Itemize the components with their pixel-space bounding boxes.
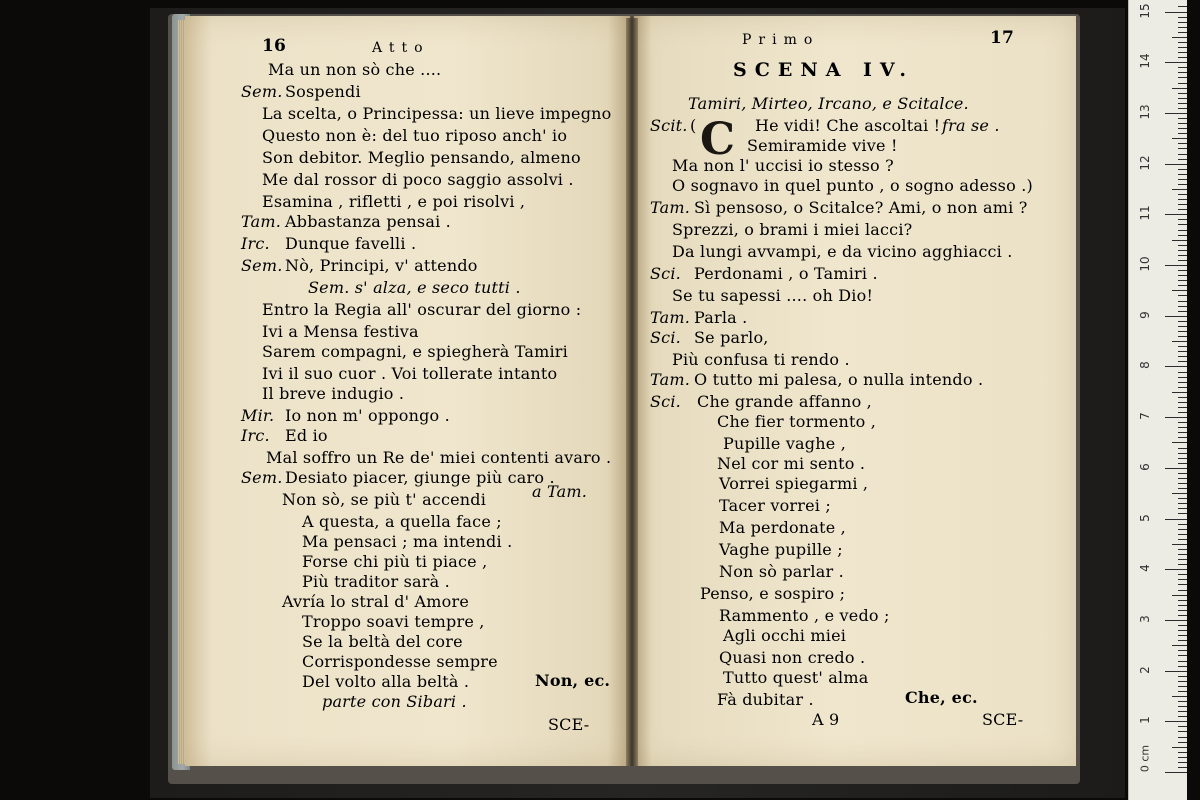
ruler-tick <box>1178 148 1187 149</box>
ruler-tick <box>1178 179 1187 180</box>
right-line-20: Ma perdonate , <box>719 518 846 537</box>
ruler-tick <box>1178 767 1187 768</box>
ruler-tick <box>1178 483 1187 484</box>
ruler-tick <box>1178 615 1187 616</box>
right-line-4: O sognavo in quel punto , o sogno adesso .) <box>672 176 1033 195</box>
right-line-19: Tacer vorrei ; <box>719 496 831 515</box>
ruler-tick <box>1178 123 1187 124</box>
ruler-tick <box>1172 240 1187 241</box>
ruler-tick <box>1178 686 1187 687</box>
left-speaker-20: Sem. <box>241 468 283 487</box>
ruler-tick <box>1172 696 1187 697</box>
ruler-tick <box>1178 128 1187 129</box>
right-line-10: Parla . <box>694 308 748 327</box>
ruler-tick <box>1178 513 1187 514</box>
ruler-tick <box>1178 473 1187 474</box>
right-line-9: Se tu sapessi .... oh Dio! <box>672 286 874 305</box>
left-cue: Non, ec. <box>535 671 611 690</box>
ruler-tick <box>1178 154 1187 155</box>
ruler-tick <box>1178 539 1187 540</box>
left-speaker-2: Sem. <box>241 82 283 101</box>
ruler-tick <box>1178 650 1187 651</box>
left-speaker-18: Irc. <box>241 426 270 445</box>
ruler-tick <box>1178 295 1187 296</box>
right-speaker-14: Sci. <box>650 392 681 411</box>
right-line-22: Non sò parlar . <box>719 562 844 581</box>
ruler-tick <box>1178 346 1187 347</box>
left-line-17: Io non m' oppongo . <box>285 406 450 425</box>
ruler-tick <box>1178 478 1187 479</box>
ruler-tick <box>1178 529 1187 530</box>
left-exit-direction: parte con Sibari . <box>322 692 467 711</box>
ruler-tick <box>1178 356 1187 357</box>
left-line-24: Forse chi più ti piace , <box>302 552 488 571</box>
right-speaker-8: Sci. <box>650 264 681 283</box>
ruler-tick <box>1178 47 1187 48</box>
ruler-tick <box>1178 534 1187 535</box>
aside-fra-se: fra se . <box>942 116 1000 135</box>
ruler-tick <box>1178 407 1187 408</box>
right-line-28: Fà dubitar . <box>717 690 814 709</box>
left-speaker-10: Sem. <box>241 256 283 275</box>
ruler-tick <box>1178 32 1187 33</box>
left-folio: 16 <box>262 36 287 56</box>
ruler-tick <box>1178 600 1187 601</box>
left-line-28: Se la beltà del core <box>302 632 463 651</box>
scene-title: SCENA IV. <box>733 59 914 81</box>
right-speaker-10: Tam. <box>650 308 691 327</box>
ruler-tick <box>1178 503 1187 504</box>
ruler-tick <box>1178 437 1187 438</box>
ruler-tick <box>1178 235 1187 236</box>
left-line-8: Abbastanza pensai . <box>285 212 451 231</box>
left-line-16: Il breve indugio . <box>262 384 405 403</box>
ruler-tick <box>1178 321 1187 322</box>
left-line-15: Ivi il suo cuor . Voi tollerate intanto <box>262 364 558 383</box>
ruler-tick <box>1165 519 1187 520</box>
ruler-tick <box>1178 133 1187 134</box>
ruler-tick <box>1178 326 1187 327</box>
right-line-8: Perdonami , o Tamiri . <box>694 264 878 283</box>
ruler-tick <box>1178 280 1187 281</box>
left-line-11: Sem. s' alza, e seco tutti . <box>308 278 521 297</box>
ruler-tick <box>1178 169 1187 170</box>
right-line-21: Vaghe pupille ; <box>719 540 843 559</box>
ruler-tick <box>1172 138 1187 139</box>
right-line-25: Agli occhi miei <box>723 626 847 645</box>
ruler-tick <box>1172 493 1187 494</box>
ruler-tick <box>1178 757 1187 758</box>
ruler-tick <box>1178 98 1187 99</box>
ruler-tick <box>1178 711 1187 712</box>
right-line-7: Da lungi avvampi, e da vicino agghiacci . <box>672 242 1013 261</box>
ruler-tick <box>1178 387 1187 388</box>
ruler-tick <box>1178 209 1187 210</box>
ruler-tick <box>1178 184 1187 185</box>
ruler-tick <box>1178 351 1187 352</box>
ruler-tick <box>1178 422 1187 423</box>
ruler-tick <box>1172 544 1187 545</box>
left-line-18: Ed io <box>285 426 328 445</box>
ruler-tick <box>1178 762 1187 763</box>
ruler-tick <box>1178 726 1187 727</box>
ruler-tick <box>1178 372 1187 373</box>
ruler-tick <box>1178 270 1187 271</box>
right-speaker-5: Tam. <box>650 198 691 217</box>
ruler-number: 9 <box>1138 310 1152 319</box>
ruler-number: 10 <box>1138 256 1152 272</box>
ruler-tick <box>1178 625 1187 626</box>
right-cue: Che, ec. <box>905 688 978 707</box>
ruler-tick <box>1165 265 1187 266</box>
ruler-tick <box>1178 194 1187 195</box>
signature-mark: A 9 <box>812 710 840 729</box>
ruler-number: 2 <box>1138 665 1152 674</box>
ruler-number: 11 <box>1138 205 1152 221</box>
right-line-26: Quasi non credo . <box>719 648 866 667</box>
left-line-10: Nò, Principi, v' attendo <box>285 256 478 275</box>
ruler-tick <box>1178 716 1187 717</box>
left-line-1: Ma un non sò che .... <box>268 60 442 79</box>
right-line-18: Vorrei spiegarmi , <box>719 474 869 493</box>
left-line-2: Sospendi <box>285 82 361 101</box>
ruler-tick <box>1178 301 1187 302</box>
ruler-tick <box>1178 118 1187 119</box>
ruler-tick <box>1178 564 1187 565</box>
left-running-head: Atto <box>372 40 430 56</box>
ruler-tick <box>1178 260 1187 261</box>
ruler-tick <box>1165 417 1187 418</box>
ruler-tick <box>1178 285 1187 286</box>
right-line-14: Che grande affanno , <box>697 392 872 411</box>
ruler-tick <box>1178 731 1187 732</box>
ruler-tick <box>1178 27 1187 28</box>
ruler-tick <box>1172 392 1187 393</box>
right-line-17: Nel cor mi sento . <box>717 454 866 473</box>
ruler-tick <box>1178 103 1187 104</box>
ruler-tick <box>1178 199 1187 200</box>
ruler-tick <box>1178 676 1187 677</box>
ruler-tick <box>1178 448 1187 449</box>
left-catchword: SCE- <box>548 715 590 734</box>
ruler-tick <box>1178 22 1187 23</box>
ruler-tick <box>1178 174 1187 175</box>
right-line-3: Ma non l' uccisi io stesso ? <box>672 156 894 175</box>
ruler-tick <box>1178 610 1187 611</box>
left-line-26: Avría lo stral d' Amore <box>282 592 470 611</box>
left-line-29: Corrispondesse sempre <box>302 652 498 671</box>
ruler-tick <box>1178 630 1187 631</box>
ruler-tick <box>1178 524 1187 525</box>
ruler-tick <box>1178 6 1187 7</box>
ruler-tick <box>1165 569 1187 570</box>
right-line-24: Rammento , e vedo ; <box>719 606 890 625</box>
drop-capital: C <box>700 114 736 165</box>
ruler-tick <box>1165 316 1187 317</box>
ruler-unit: 0 cm <box>1138 744 1152 773</box>
left-speaker-9: Irc. <box>241 234 270 253</box>
ruler-tick <box>1178 57 1187 58</box>
ruler-tick <box>1178 250 1187 251</box>
ruler-tick <box>1178 67 1187 68</box>
ruler-tick <box>1165 721 1187 722</box>
ruler-tick <box>1178 361 1187 362</box>
ruler-tick <box>1178 72 1187 73</box>
ruler-tick <box>1178 498 1187 499</box>
scene-cast: Tamiri, Mirteo, Ircano, e Scitalce. <box>688 94 969 113</box>
ruler-tick <box>1178 230 1187 231</box>
ruler-number: 15 <box>1138 2 1152 19</box>
ruler-tick <box>1172 290 1187 291</box>
ruler-tick <box>1178 93 1187 94</box>
ruler-tick <box>1178 737 1187 738</box>
ruler-tick <box>1178 463 1187 464</box>
ruler-tick <box>1178 579 1187 580</box>
left-line-7: Esamina , rifletti , e poi risolvi , <box>262 192 526 211</box>
ruler-tick <box>1178 377 1187 378</box>
ruler-tick <box>1178 83 1187 84</box>
ruler-tick <box>1165 164 1187 165</box>
ruler-tick <box>1178 488 1187 489</box>
ruler-number: 8 <box>1138 361 1152 370</box>
ruler-tick <box>1178 605 1187 606</box>
left-line-25: Più traditor sarà . <box>302 572 450 591</box>
right-line-6: Sprezzi, o brami i miei lacci? <box>672 220 913 239</box>
ruler-tick <box>1178 427 1187 428</box>
right-line-11: Se parlo, <box>694 328 769 347</box>
ruler-tick <box>1172 645 1187 646</box>
right-folio: 17 <box>990 28 1015 48</box>
ruler-tick <box>1178 52 1187 53</box>
ruler-tick <box>1178 204 1187 205</box>
ruler-tick <box>1178 159 1187 160</box>
ruler-tick <box>1178 77 1187 78</box>
left-line-5: Son debitor. Meglio pensando, almeno <box>262 148 581 167</box>
ruler-tick <box>1165 671 1187 672</box>
ruler-tick <box>1165 214 1187 215</box>
ruler-tick <box>1178 143 1187 144</box>
right-speaker-13: Tam. <box>650 370 691 389</box>
ruler-tick <box>1178 245 1187 246</box>
ruler-tick <box>1178 681 1187 682</box>
ruler-tick <box>1178 752 1187 753</box>
right-speaker-11: Sci. <box>650 328 681 347</box>
ruler-tick <box>1165 620 1187 621</box>
aside-a-tam: a Tam. <box>532 482 588 501</box>
ruler-tick <box>1178 691 1187 692</box>
ruler-tick <box>1178 742 1187 743</box>
left-line-22: A questa, a quella face ; <box>302 512 502 531</box>
ruler-tick <box>1178 453 1187 454</box>
book-gutter <box>626 18 638 766</box>
ruler-tick <box>1165 12 1187 13</box>
ruler-tick <box>1178 336 1187 337</box>
ruler-tick <box>1172 88 1187 89</box>
left-line-4: Questo non è: del tuo riposo anch' io <box>262 126 568 145</box>
ruler-number: 7 <box>1138 412 1152 420</box>
ruler-tick <box>1178 306 1187 307</box>
ruler-tick <box>1172 747 1187 748</box>
ruler-tick <box>1178 219 1187 220</box>
right-line-15: Che fier tormento , <box>717 412 877 431</box>
right-running-head: Primo <box>742 32 820 48</box>
ruler-tick <box>1178 559 1187 560</box>
left-speaker-17: Mir. <box>241 406 275 425</box>
left-line-3: La scelta, o Principessa: un lieve impegno <box>262 104 612 123</box>
right-line-12: Più confusa ti rendo . <box>672 350 850 369</box>
right-catchword: SCE- <box>982 710 1024 729</box>
left-line-12: Entro la Regia all' oscurar del giorno : <box>262 300 582 319</box>
ruler-tick <box>1178 574 1187 575</box>
ruler-tick <box>1178 331 1187 332</box>
ruler-tick <box>1172 595 1187 596</box>
ruler-number: 12 <box>1138 154 1152 171</box>
ruler-number: 1 <box>1138 716 1152 725</box>
ruler-tick <box>1165 366 1187 367</box>
ruler-number: 5 <box>1138 513 1152 522</box>
ruler-tick <box>1178 706 1187 707</box>
right-line-16: Pupille vaghe , <box>723 434 846 453</box>
ruler-tick <box>1178 311 1187 312</box>
ruler-tick <box>1178 508 1187 509</box>
left-line-14: Sarem compagni, e spiegherà Tamiri <box>262 342 568 361</box>
left-speaker-8: Tam. <box>241 212 282 231</box>
ruler-tick <box>1172 442 1187 443</box>
open-paren: ( <box>690 116 697 135</box>
left-line-20: Desiato piacer, giunge più caro . <box>285 468 555 487</box>
ruler-number: 3 <box>1138 615 1152 623</box>
ruler-tick <box>1178 701 1187 702</box>
ruler-tick <box>1165 113 1187 114</box>
left-line-21: Non sò, se più t' accendi <box>282 490 487 509</box>
left-line-9: Dunque favelli . <box>285 234 417 253</box>
ruler-tick <box>1178 640 1187 641</box>
left-line-23: Ma pensaci ; ma intendi . <box>302 532 513 551</box>
left-line-27: Troppo soavi tempre , <box>302 612 485 631</box>
right-speaker-1: Scit. <box>650 116 688 135</box>
ruler-tick <box>1178 549 1187 550</box>
ruler-tick <box>1178 224 1187 225</box>
ruler-tick <box>1172 341 1187 342</box>
ruler-tick <box>1178 432 1187 433</box>
measuring-ruler <box>1128 0 1187 800</box>
ruler-tick <box>1178 108 1187 109</box>
right-line-23: Penso, e sospiro ; <box>700 584 846 603</box>
ruler-tick <box>1178 584 1187 585</box>
ruler-tick <box>1178 17 1187 18</box>
ruler-tick <box>1178 666 1187 667</box>
ruler-number: 13 <box>1138 104 1152 120</box>
ruler-tick <box>1178 275 1187 276</box>
ruler-tick <box>1172 37 1187 38</box>
ruler-number: 6 <box>1138 462 1152 471</box>
ruler-number: 4 <box>1138 564 1152 573</box>
ruler-tick <box>1165 772 1187 773</box>
ruler-tick <box>1178 458 1187 459</box>
right-line-5: Sì pensoso, o Scitalce? Ami, o non ami ? <box>694 198 1028 217</box>
left-line-30: Del volto alla beltà . <box>302 672 470 691</box>
ruler-tick <box>1178 402 1187 403</box>
ruler-tick <box>1165 468 1187 469</box>
ruler-tick <box>1172 189 1187 190</box>
ruler-tick <box>1178 412 1187 413</box>
right-line-13: O tutto mi palesa, o nulla intendo . <box>694 370 984 389</box>
left-line-19: Mal soffro un Re de' miei contenti avaro . <box>266 448 612 467</box>
ruler-tick <box>1165 62 1187 63</box>
ruler-tick <box>1178 655 1187 656</box>
ruler-tick <box>1178 397 1187 398</box>
ruler-tick <box>1178 635 1187 636</box>
right-line-27: Tutto quest' alma <box>723 668 869 687</box>
ruler-tick <box>1178 382 1187 383</box>
right-line-2: Semiramide vive ! <box>747 136 898 155</box>
ruler-tick <box>1178 590 1187 591</box>
ruler-number: 14 <box>1138 53 1152 69</box>
left-line-13: Ivi a Mensa festiva <box>262 322 419 341</box>
right-line-1: He vidi! Che ascoltai ! <box>755 116 941 135</box>
ruler-tick <box>1178 255 1187 256</box>
ruler-tick <box>1178 42 1187 43</box>
left-line-6: Me dal rossor di poco saggio assolvi . <box>262 170 574 189</box>
ruler-tick <box>1178 661 1187 662</box>
ruler-tick <box>1178 554 1187 555</box>
